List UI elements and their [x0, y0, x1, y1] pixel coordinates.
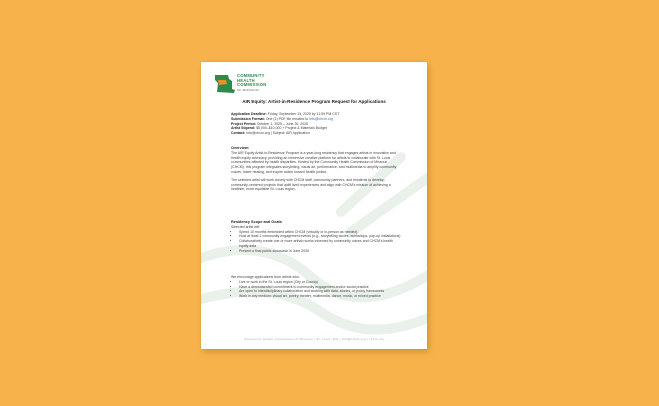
scope-intro: Selected artist will: — [231, 224, 260, 229]
format-line: Submission Format: One (1) PDF file emailed to info@chcm.org — [231, 116, 333, 121]
missouri-map-icon — [213, 72, 237, 94]
list-item: • Host at least 1 community engagement events (e.g., storytelling circles, workshops, pop-up installations) — [239, 234, 401, 239]
overview-paragraph-2: The selected artist will work closely with CHCM staff, community partners, and residents to develop community-centered projects that uplift lived experiences and align with CHCM's mission of achieving a healthier, more equitable St. Louis region. — [231, 177, 391, 192]
document-title: AIR Equity: Artist-in-Residence Program Request for Applications — [242, 99, 386, 104]
logo-text: COMMUNITY HEALTH COMMISSION OF MISSOURI — [237, 73, 267, 92]
watermark-graphic — [201, 62, 427, 349]
list-item: • Live or work in the St. Louis region (City or County) — [239, 280, 401, 285]
scope-section — [231, 220, 401, 254]
eligibility-list — [231, 280, 401, 299]
application-details — [231, 112, 411, 136]
overview-section — [231, 146, 401, 192]
deadline-line: Application Deadline: Friday, September 19, 2025 by 11:59 PM CST — [231, 112, 340, 116]
overview-heading: Overview: — [231, 146, 250, 150]
overview-paragraph-1: The AIR Equity Artist-in-Residence Program is a year-long residency that engages artists in innovative and health equity advocacy, providing an immersive creative platform for artists to collaborate with St. Louis communities affected by health disparities. Hosted by the Community Health Commission of Missouri (CHCM), this program integrates storytelling, visual art, performance, and multimedia to amplify community voices, foster healing, and inspire action toward health justice. — [231, 150, 397, 174]
list-item: • Collaboratively create one or more artistic works informed by community voices and CHCM's health equity data — [239, 239, 401, 249]
list-item: • Present a final public showcase in June 2026 — [239, 249, 401, 254]
list-item: • Are open to interdisciplinary collaboration and working with data, stories, or policy frameworks — [239, 289, 401, 294]
list-item: • Work in any medium: visual art, poetry, theater, multimedia, dance, music, or mixed practice — [239, 294, 401, 299]
email-link[interactable]: info@chcm.org — [309, 116, 333, 121]
logo — [213, 72, 283, 94]
scope-list — [231, 230, 401, 254]
list-item: • Have a demonstrated commitment to community engagement and/or social practice — [239, 285, 401, 290]
page-footer: Community Health Commission of Missouri | St. Louis, MO | info@chcm.org | chcm.org — [243, 337, 384, 341]
scope-heading: Residency Scope and Goals — [231, 220, 282, 224]
list-item: • Spend 10 months embedded within CHCM (virtually or in-person as needed) — [239, 230, 401, 235]
stipend-line: Artist Stipend: $5,000–$10,000 + Project & Materials Budget — [231, 126, 327, 131]
contact-line: Contact: info@chcm.org | Subject: AIR Application — [231, 131, 310, 136]
document-page — [201, 62, 427, 349]
period-line: Project Period: October 1, 2025 – June 30, 2026 — [231, 121, 309, 126]
eligibility-intro: We encourage applications from artists who: — [231, 275, 300, 279]
eligibility-section — [231, 275, 401, 299]
